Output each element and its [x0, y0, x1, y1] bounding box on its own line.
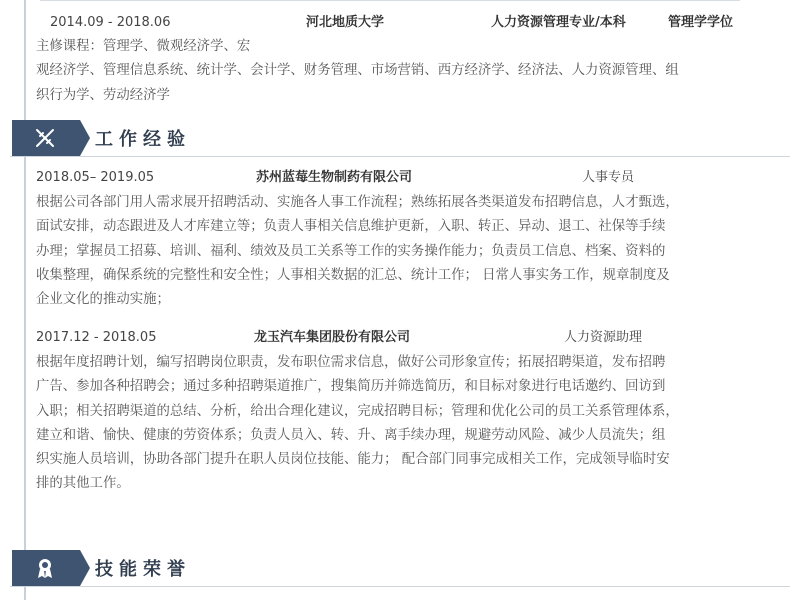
award-medal-icon	[34, 557, 56, 579]
job-company: 苏州蓝莓生物制药有限公司	[256, 170, 413, 185]
education-period: 2014.09 - 2018.06	[50, 15, 171, 30]
education-degree: 管理学学位	[668, 15, 734, 30]
description-line: 办理；掌握员工招募、培训、福利、绩效及员工关系等工作的实务操作能力；负责员工信息、档案、资料的	[36, 243, 666, 259]
description-line: 根据年度招聘计划，编写招聘岗位职责，发布职位需求信息，做好公司形象宣传；拓展招聘渠道，发布招聘	[36, 355, 666, 370]
section-divider	[10, 586, 790, 587]
section-divider	[10, 156, 790, 157]
job-row	[36, 166, 766, 190]
job-period: 2017.12 - 2018.05	[36, 330, 157, 345]
section-top-edge	[40, 0, 740, 5]
courses-line: 观经济学、管理信息系统、统计学、会计学、财务管理、市场营销、西方经济学、经济法、人力资源管理、组	[36, 63, 679, 79]
job-row	[36, 326, 766, 350]
description-line: 企业文化的推动实施；	[36, 292, 170, 308]
description-line: 收集整理，确保系统的完整性和安全性；人事相关数据的汇总、统计工作； 日常人事实务工作，规章制度及	[36, 267, 670, 283]
timeline-line	[24, 0, 26, 600]
description-line: 排的其他工作。	[36, 476, 130, 492]
job-position: 人力资源助理	[564, 330, 643, 345]
education-row	[36, 11, 766, 35]
skills-section-header	[0, 550, 800, 586]
description-line: 入职；相关招聘渠道的总结、分析，给出合理化建议，完成招聘目标；管理和优化公司的员工关系管理体系，	[36, 403, 679, 419]
job-position: 人事专员	[582, 170, 635, 185]
job-company: 龙玉汽车集团股份有限公司	[254, 330, 411, 345]
description-line: 广告、参加各种招聘会；通过多种招聘渠道推广，搜集简历并筛选简历，和目标对象进行电话邀约、回访到	[36, 379, 666, 395]
job-description	[36, 191, 748, 312]
education-courses	[36, 35, 748, 108]
education-major: 人力资源管理专业/本科	[491, 15, 626, 30]
education-school: 河北地质大学	[306, 15, 385, 30]
job-period: 2018.05– 2019.05	[36, 170, 155, 185]
skills-section-title: 技能荣誉	[95, 559, 191, 580]
courses-line: 主修课程：管理学、微观经济学、宏	[36, 39, 251, 54]
courses-line: 织行为学、劳动经济学	[36, 87, 170, 103]
description-line: 织实施人员培训，协助各部门提升在职人员岗位技能、能力； 配合部门同事完成相关工作，完成领导临时安	[36, 452, 670, 468]
job-description	[36, 351, 748, 497]
work-section-title: 工作经验	[95, 129, 191, 150]
pencil-ruler-icon	[34, 127, 56, 149]
description-line: 根据公司各部门用人需求展开招聘活动、实施各人事工作流程；熟练拓展各类渠道发布招聘信息，人才甄选，	[36, 195, 679, 210]
description-line: 建立和谐、愉快、健康的劳资体系；负责人员入、转、升、离手续办理，规避劳动风险、减少人员流失；组	[36, 427, 666, 443]
work-section-header	[0, 120, 800, 156]
description-line: 面试安排，动态跟进及人才库建立等；负责人事相关信息维护更新，入职、转正、异动、退工、社保等手续	[36, 219, 666, 235]
